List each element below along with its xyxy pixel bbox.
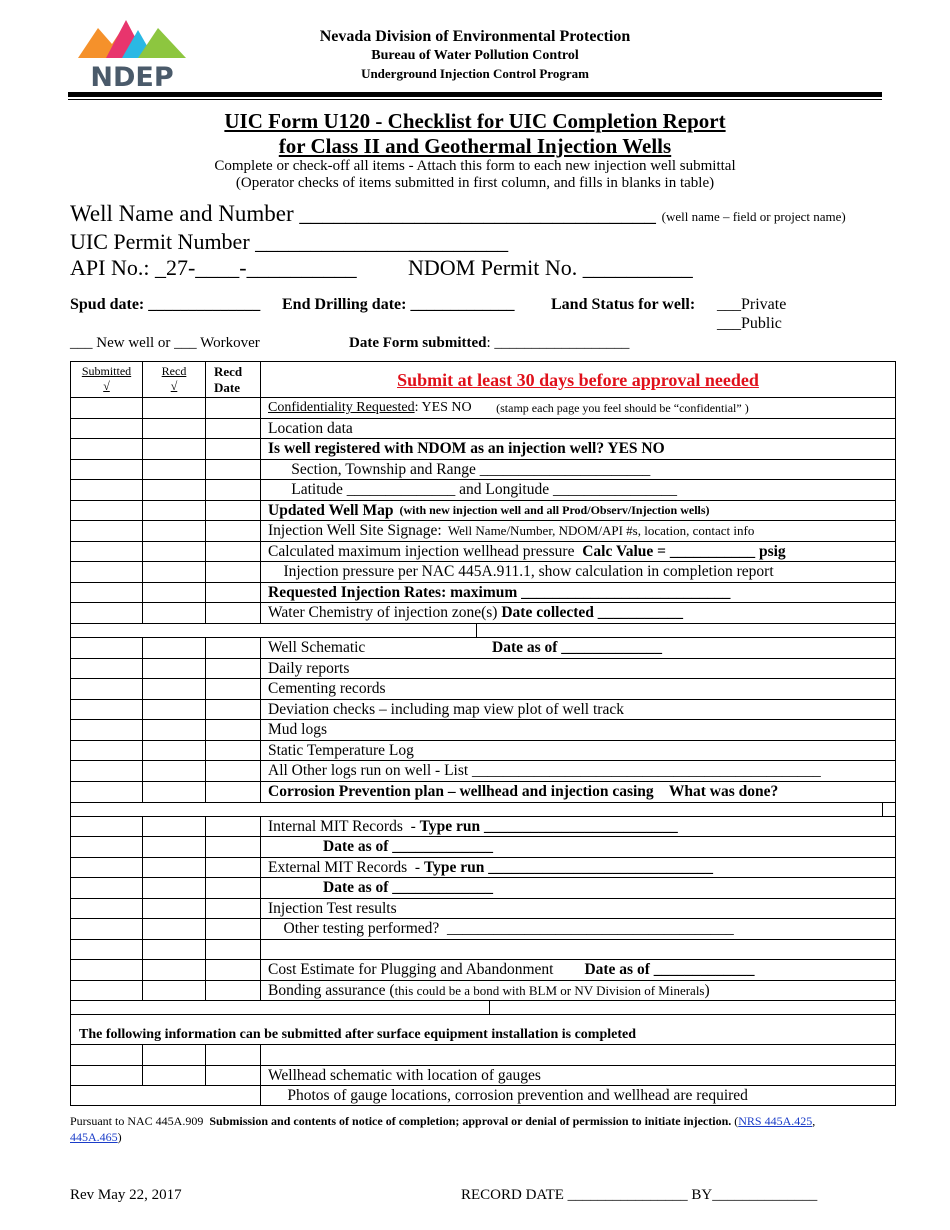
table-spacer	[70, 1001, 896, 1015]
table-row[interactable]: Location data	[70, 419, 896, 439]
well-name-note: (well name – field or project name)	[661, 209, 846, 224]
uic-permit-field[interactable]: UIC Permit Number _______________________	[70, 229, 509, 254]
table-row[interactable]: Water Chemistry of injection zone(s) Date collected ___________	[70, 603, 896, 624]
new-well-workover-field[interactable]: ___ New well or ___ Workover	[70, 335, 260, 351]
table-row[interactable]: Internal MIT Records - Type run _________________________	[70, 817, 896, 837]
table-row[interactable]: Calculated maximum injection wellhead pressure Calc Value = ___________ psig	[70, 542, 896, 562]
recd-col-header: Recd √	[143, 362, 206, 397]
land-public-option[interactable]: ___Public	[717, 315, 782, 332]
well-name-field[interactable]: Well Name and Number _______________________________ (well name – field or project name)	[70, 201, 846, 226]
table-row[interactable]: Corrosion Prevention plan – wellhead and injection casing What was done?	[70, 782, 896, 803]
recd-date-col-header: Recd Date	[206, 362, 261, 397]
form-title-line1: UIC Form U120 - Checklist for UIC Completion Report	[224, 109, 726, 133]
table-row[interactable]: Injection Well Site Signage: Well Name/Number, NDOM/API #s, location, contact info	[70, 521, 896, 542]
header-rule-thin	[68, 99, 882, 100]
table-row[interactable]	[70, 1045, 896, 1066]
record-date-field[interactable]: RECORD DATE ________________ BY______________	[461, 1187, 818, 1203]
table-header-row	[70, 361, 896, 398]
land-private-option[interactable]: ___Private	[717, 296, 787, 313]
table-row[interactable]: Updated Well Map (with new injection well and all Prod/Observ/Injection wells)	[70, 501, 896, 521]
table-row[interactable]: Is well registered with NDOM as an injection well? YES NO	[70, 439, 896, 460]
table-row[interactable]: Well Schematic Date as of _____________	[70, 638, 896, 659]
table-row[interactable]: Cost Estimate for Plugging and Abandonment Date as of _____________	[70, 960, 896, 981]
table-row[interactable]: Static Temperature Log	[70, 741, 896, 761]
nrs-445a425-link[interactable]: NRS 445A.425	[738, 1114, 813, 1128]
table-row[interactable]: Cementing records	[70, 679, 896, 700]
table-spacer	[70, 803, 896, 817]
checklist-table	[70, 361, 896, 1106]
table-row[interactable]: Date as of _____________	[70, 837, 896, 858]
ndom-permit-field[interactable]: NDOM Permit No. __________	[408, 255, 693, 280]
table-row[interactable]: Injection pressure per NAC 445A.911.1, show calculation in completion report	[70, 562, 896, 583]
spud-date-field[interactable]: Spud date: ______________	[70, 296, 261, 313]
end-drilling-field[interactable]: End Drilling date: _____________	[282, 296, 515, 313]
land-status-label: Land Status for well:	[551, 296, 696, 313]
table-row[interactable]: Other testing performed? _____________________________________	[70, 919, 896, 940]
date-form-submitted-field[interactable]: Date Form submitted: __________________	[349, 335, 630, 351]
header-rule-thick	[68, 92, 882, 97]
table-row[interactable]: Confidentiality Requested : YES NO (stamp each page you feel should be “confidential” )	[70, 398, 896, 419]
api-number-field[interactable]: API No.: _27-____-__________	[70, 255, 357, 280]
post-installation-note: The following information can be submitted after surface equipment installation is completed	[70, 1015, 896, 1045]
nrs-445a465-link[interactable]: 445A.465	[70, 1130, 118, 1144]
revision-date: Rev May 22, 2017	[70, 1187, 182, 1203]
program-name: Underground Injection Control Program	[361, 66, 589, 81]
logo-text: NDEP	[90, 62, 174, 90]
table-row[interactable]: External MIT Records - Type run _____________________________	[70, 858, 896, 878]
legal-footnote: Pursuant to NAC 445A.909 Submission and contents of notice of completion; approval or denial of permission to initiate injection. (NRS 445A.425, 445A.465)	[70, 1114, 819, 1144]
form-instructions-2: (Operator checks of items submitted in first column, and fills in blanks in table)	[235, 175, 715, 191]
table-row[interactable]	[70, 940, 896, 960]
table-row[interactable]: Mud logs	[70, 720, 896, 741]
table-row[interactable]: Bonding assurance ( this could be a bond with BLM or NV Division of Minerals )	[70, 981, 896, 1001]
ndep-logo	[76, 14, 188, 90]
table-row[interactable]: Deviation checks – including map view plot of well track	[70, 700, 896, 720]
table-row[interactable]: All Other logs run on well - List _____________________________________________	[70, 761, 896, 782]
table-row[interactable]: Daily reports	[70, 659, 896, 679]
form-title-line2: for Class II and Geothermal Injection Wells	[278, 134, 672, 158]
table-row[interactable]: Requested Injection Rates: maximum ___________________________	[70, 583, 896, 603]
table-row[interactable]: Date as of _____________	[70, 878, 896, 899]
submit-deadline-note: Submit at least 30 days before approval needed	[397, 370, 759, 390]
table-spacer	[70, 624, 896, 638]
form-instructions-1: Complete or check-off all items - Attach this form to each new injection well submittal	[214, 158, 736, 174]
table-row[interactable]: Photos of gauge locations, corrosion prevention and wellhead are required	[70, 1086, 896, 1106]
table-row[interactable]: Latitude ______________ and Longitude ________________	[70, 480, 896, 501]
table-row[interactable]: Wellhead schematic with location of gauges	[70, 1066, 896, 1086]
submitted-col-header: Submitted √	[71, 362, 143, 397]
table-row[interactable]: Injection Test results	[70, 899, 896, 919]
table-row[interactable]: Section, Township and Range ______________________	[70, 460, 896, 480]
agency-name: Nevada Division of Environmental Protection	[319, 28, 631, 45]
bureau-name: Bureau of Water Pollution Control	[371, 48, 579, 63]
